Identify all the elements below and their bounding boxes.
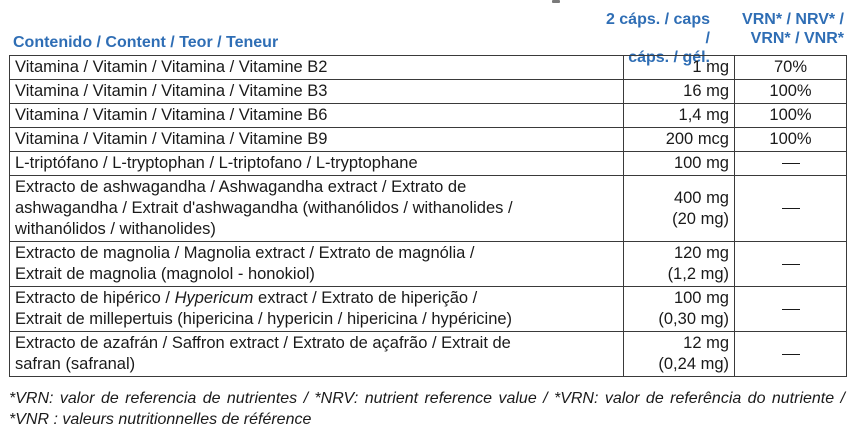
nrv-header-line1: VRN* / NRV* / xyxy=(742,11,844,28)
nutrient-name: Vitamina / Vitamin / Vitamina / Vitamine B9 xyxy=(10,128,624,152)
name-line xyxy=(15,288,618,309)
nutrient-nrv: 100% xyxy=(735,104,847,128)
content-column-header: Contenido / Content / Teor / Teneur xyxy=(13,34,279,51)
table-row xyxy=(10,152,847,176)
name-line: ashwagandha / Extrait d'ashwagandha (withanólidos / withanolides / xyxy=(15,199,513,217)
name-line: Extracto de azafrán / Saffron extract / Extrato de açafrão / Extrait de xyxy=(15,334,511,352)
amount-line: 100 mg xyxy=(673,289,729,307)
table-row xyxy=(10,332,847,377)
amount-line: (20 mg) xyxy=(672,209,729,228)
nrv-header-line2: VRN* / VNR* xyxy=(750,30,844,47)
nutrient-nrv xyxy=(735,242,847,287)
nutrient-nrv xyxy=(735,332,847,377)
nutrient-amount: 16 mg xyxy=(624,80,735,104)
amount-line: (0,24 mg) xyxy=(658,355,729,373)
amount-header-line1: 2 cáps. / caps / xyxy=(605,11,710,47)
table-row xyxy=(10,128,847,152)
nutrient-name xyxy=(10,242,624,287)
name-part: Extracto de hipérico / xyxy=(15,289,175,307)
nutrient-name xyxy=(10,332,624,377)
nutrient-nrv: 100% xyxy=(735,80,847,104)
nutrient-amount: 1,4 mg xyxy=(624,104,735,128)
amount-line: (1,2 mg) xyxy=(667,265,729,283)
print-mark xyxy=(552,0,560,3)
nutrient-amount xyxy=(624,332,735,377)
nutrient-amount xyxy=(624,176,735,242)
nutrient-name: Vitamina / Vitamin / Vitamina / Vitamine B3 xyxy=(10,80,624,104)
amount-line: 400 mg xyxy=(673,188,729,207)
name-line: Extrait de magnolia (magnolol - honokiol) xyxy=(15,265,315,283)
table-row xyxy=(10,104,847,128)
amount-line: 12 mg xyxy=(683,334,729,352)
not-established-dash xyxy=(782,354,800,355)
amount-line: (0,30 mg) xyxy=(658,310,729,328)
not-established-dash xyxy=(782,309,800,310)
nutrient-amount xyxy=(624,287,735,332)
name-line: Extrait de millepertuis (hipericina / hypericin / hipericina / hypéricine) xyxy=(15,310,513,328)
nutrient-name xyxy=(10,287,624,332)
nutrient-nrv: 70% xyxy=(735,56,847,80)
nutrient-name: L-triptófano / L-tryptophan / L-triptofano / L-tryptophane xyxy=(10,152,624,176)
nutrient-amount: 1 mg xyxy=(624,56,735,80)
name-line: safran (safranal) xyxy=(15,355,136,373)
nutrient-name: Vitamina / Vitamin / Vitamina / Vitamine B2 xyxy=(10,56,624,80)
name-line: withanólidos / withanolides) xyxy=(15,220,216,238)
nrv-column-header xyxy=(726,10,844,48)
name-part: extract / Extrato de hiperição / xyxy=(253,289,478,307)
table-row xyxy=(10,242,847,287)
table-row xyxy=(10,56,847,80)
nutrient-amount: 200 mcg xyxy=(624,128,735,152)
table-row xyxy=(10,176,847,242)
name-line: Extracto de ashwagandha / Ashwagandha extract / Extrato de xyxy=(15,178,467,196)
table-row xyxy=(10,80,847,104)
table-row xyxy=(10,287,847,332)
name-italic-part: Hypericum xyxy=(174,289,254,307)
amount-header-line2: cáps. / gél. xyxy=(628,49,710,66)
nutrient-nrv xyxy=(735,152,847,176)
amount-line: 120 mg xyxy=(673,244,729,262)
nutrient-name xyxy=(10,176,624,242)
nutrient-nrv: 100% xyxy=(735,128,847,152)
not-established-dash xyxy=(782,208,800,209)
nutrient-nrv xyxy=(735,176,847,242)
nutrient-name: Vitamina / Vitamin / Vitamina / Vitamine B6 xyxy=(10,104,624,128)
nutrient-amount: 100 mg xyxy=(624,152,735,176)
nutrient-amount xyxy=(624,242,735,287)
nutrition-table xyxy=(9,55,847,377)
name-line: Extracto de magnolia / Magnolia extract / Extrato de magnólia / xyxy=(15,244,475,262)
nutrient-nrv xyxy=(735,287,847,332)
not-established-dash xyxy=(782,163,800,164)
not-established-dash xyxy=(782,264,800,265)
footnote: *VRN: valor de referencia de nutrientes / *NRV: nutrient reference value / *VRN: valor de referência do nutriente / *VNR : valeurs nutritionnelles de référence xyxy=(9,390,845,428)
